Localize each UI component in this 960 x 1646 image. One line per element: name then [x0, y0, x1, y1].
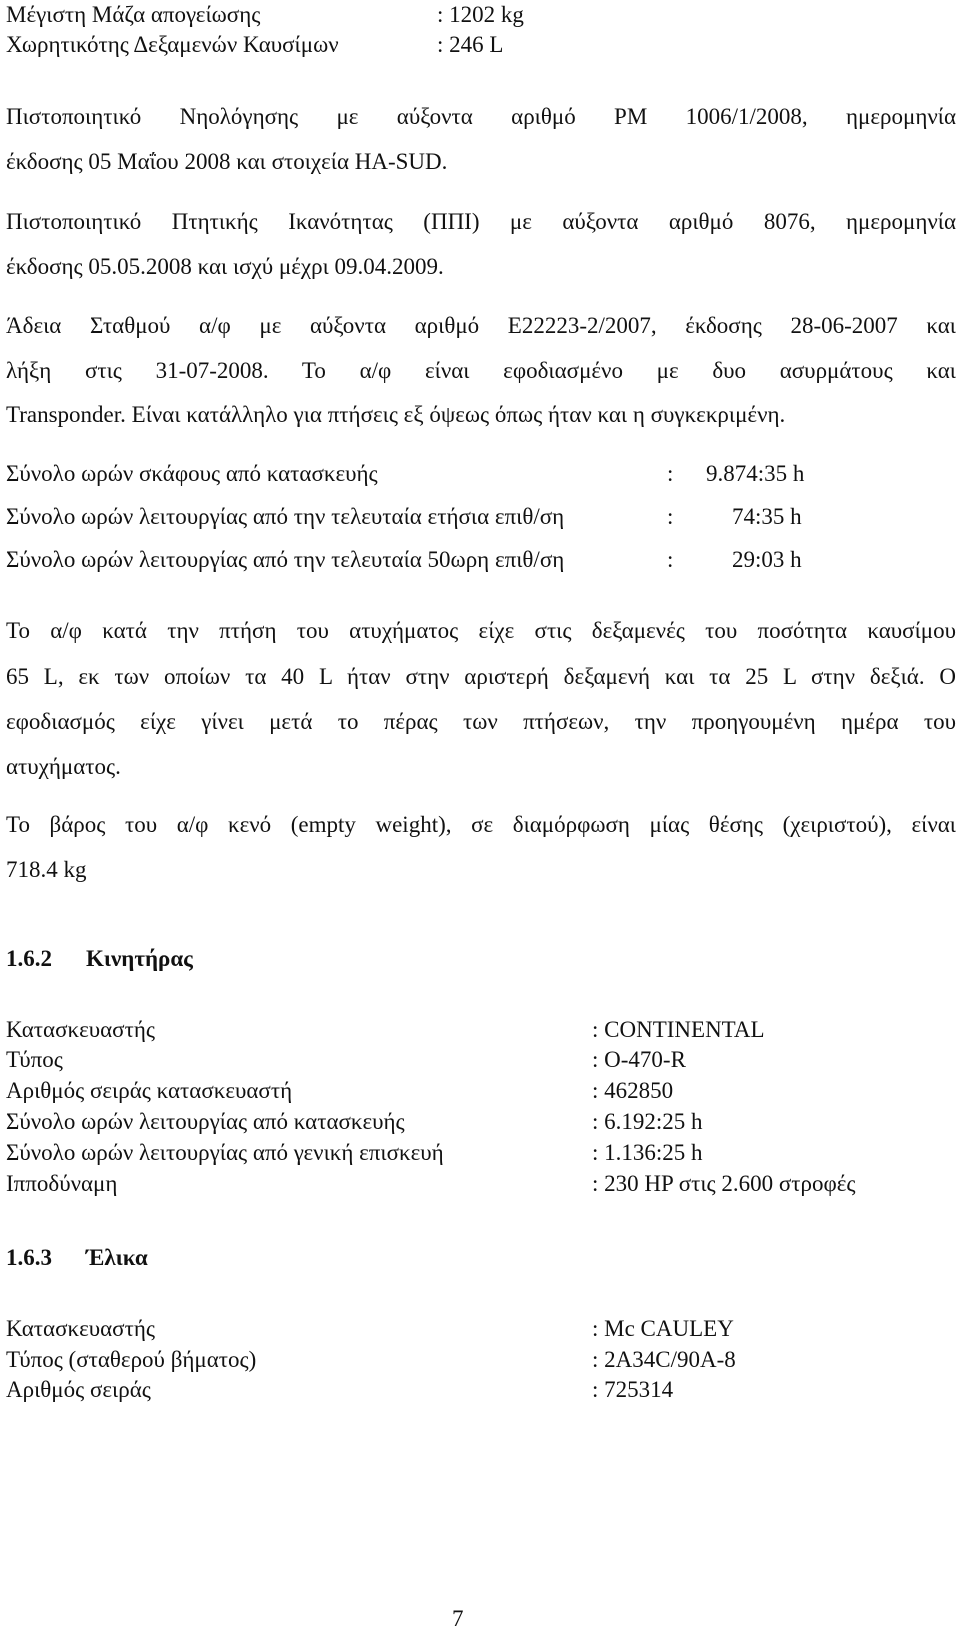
spec-value-max-takeoff-mass: : 1202 kg — [437, 2, 524, 27]
engine-label-hours-since-overhaul: Σύνολο ωρών λειτουργίας από γενική επισκευή — [6, 1140, 444, 1165]
engine-value-manufacturer: : CONTINENTAL — [592, 1017, 765, 1042]
weight-line-2: 718.4 kg — [6, 857, 87, 882]
propeller-value-manufacturer: : Mc CAULEY — [592, 1316, 734, 1341]
engine-label-horsepower: Ιπποδύναμη — [6, 1171, 118, 1196]
hours-colon-annual: : — [667, 504, 674, 529]
engine-section-title: Κινητήρας — [86, 946, 193, 971]
propeller-value-type: : 2A34C/90A-8 — [592, 1347, 736, 1372]
propeller-label-manufacturer: Κατασκευαστής — [6, 1316, 155, 1341]
engine-value-hours-since-overhaul: : 1.136:25 h — [592, 1140, 703, 1165]
engine-value-serial: : 462850 — [592, 1078, 674, 1103]
airworthiness-line-1: Πιστοποιητικό Πτητικής Ικανότητας (ΠΠΙ) με αύξοντα αριθμό 8076, ημερομηνία — [6, 209, 956, 234]
fuel-line-2: 65 L, εκ των οποίων τα 40 L ήταν στην αριστερή δεξαμενή και τα 25 L στην δεξιά. Ο — [6, 664, 956, 689]
hours-value-total: 9.874:35 h — [706, 461, 805, 486]
weight-line-1: Το βάρος του α/φ κενό (empty weight), σε διαμόρφωση μίας θέσης (χειριστού), είναι — [6, 812, 956, 837]
engine-value-type: : O-470-R — [592, 1047, 686, 1072]
registration-line-1: Πιστοποιητικό Νηολόγησης με αύξοντα αριθμό PM 1006/1/2008, ημερομηνία — [6, 104, 956, 129]
hours-value-50h: 29:03 h — [732, 547, 802, 572]
engine-label-type: Τύπος — [6, 1047, 63, 1072]
engine-label-serial: Αριθμός σειράς κατασκευαστή — [6, 1078, 293, 1103]
propeller-section-number: 1.6.3 — [6, 1245, 52, 1270]
fuel-line-4: ατυχήματος. — [6, 754, 121, 779]
engine-label-manufacturer: Κατασκευαστής — [6, 1017, 155, 1042]
hours-label-50h: Σύνολο ωρών λειτουργίας από την τελευταία 50ωρη επιθ/ση — [6, 547, 565, 572]
hours-label-annual: Σύνολο ωρών λειτουργίας από την τελευταία ετήσια επιθ/ση — [6, 504, 565, 529]
fuel-line-3: εφοδιασμός είχε γίνει μετά το πέρας των πτήσεων, την προηγουμένη ημέρα του — [6, 709, 956, 734]
propeller-value-serial: : 725314 — [592, 1377, 674, 1402]
propeller-section-title: Έλικα — [86, 1245, 148, 1270]
spec-label-max-takeoff-mass: Μέγιστη Μάζα απογείωσης — [6, 2, 261, 27]
fuel-line-1: Το α/φ κατά την πτήση του ατυχήματος είχε στις δεξαμενές του ποσότητα καυσίμου — [6, 618, 956, 643]
engine-value-hours-since-new: : 6.192:25 h — [592, 1109, 703, 1134]
page-number: 7 — [452, 1606, 464, 1631]
engine-section-number: 1.6.2 — [6, 946, 52, 971]
engine-value-horsepower: : 230 HP στις 2.600 στροφές — [592, 1171, 856, 1196]
hours-value-annual: 74:35 h — [732, 504, 802, 529]
airworthiness-line-2: έκδοσης 05.05.2008 και ισχύ μέχρι 09.04.2009. — [6, 254, 444, 279]
engine-label-hours-since-new: Σύνολο ωρών λειτουργίας από κατασκευής — [6, 1109, 405, 1134]
propeller-label-serial: Αριθμός σειράς — [6, 1377, 151, 1402]
station-license-line-2: λήξη στις 31-07-2008. Το α/φ είναι εφοδιασμένο με δυο ασυρμάτους και — [6, 358, 956, 383]
spec-label-fuel-capacity: Χωρητικότης Δεξαμενών Καυσίμων — [6, 32, 339, 57]
spec-value-fuel-capacity: : 246 L — [437, 32, 504, 57]
hours-colon-total: : — [667, 461, 674, 486]
station-license-line-1: Άδεια Σταθμού α/φ με αύξοντα αριθμό E22223-2/2007, έκδοσης 28-06-2007 και — [6, 313, 956, 338]
registration-line-2: έκδοσης 05 Μαΐου 2008 και στοιχεία HA-SUD. — [6, 149, 448, 174]
hours-label-total: Σύνολο ωρών σκάφους από κατασκευής — [6, 461, 378, 486]
station-license-line-3: Transponder. Είναι κατάλληλο για πτήσεις εξ όψεως όπως ήταν και η συγκεκριμένη. — [6, 402, 786, 427]
hours-colon-50h: : — [667, 547, 674, 572]
propeller-label-type: Τύπος (σταθερού βήματος) — [6, 1347, 257, 1372]
